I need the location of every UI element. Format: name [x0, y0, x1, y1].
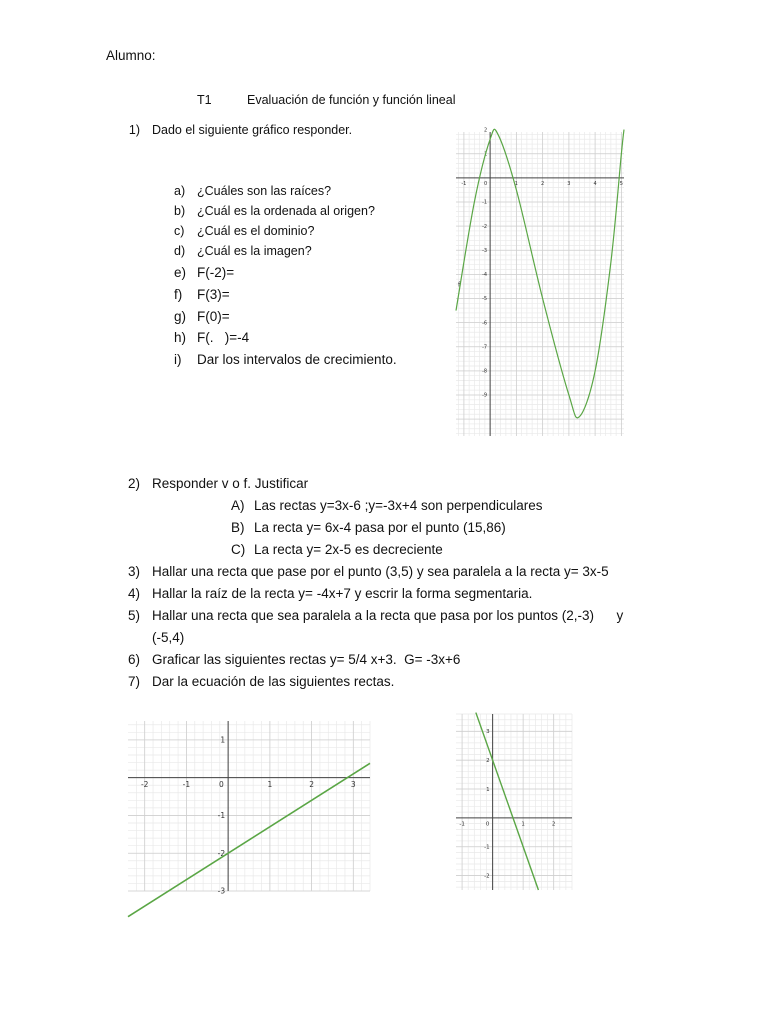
- subitem-text: F(-2)=: [197, 265, 235, 280]
- question-text-continued: (-5,4): [152, 630, 185, 645]
- question-number: 2): [127, 476, 140, 491]
- y-tick-label: -9: [482, 392, 488, 399]
- x-tick-label: -2: [140, 780, 149, 790]
- subitem-label: A): [231, 498, 245, 513]
- y-tick-label: -6: [482, 320, 488, 327]
- subitem-label: B): [231, 520, 245, 535]
- subitem-label: f): [174, 287, 183, 302]
- subitem-label: d): [174, 244, 186, 258]
- x-tick-label: 2: [551, 821, 556, 828]
- y-tick-label: -1: [482, 199, 488, 206]
- line-graph-2: [456, 714, 572, 890]
- x-tick-label: 0: [218, 780, 224, 790]
- x-tick-label: 1: [267, 780, 273, 790]
- y-tick-label: 1: [220, 735, 226, 745]
- x-tick-label: 0: [485, 821, 490, 828]
- y-tick-label: -1: [217, 811, 226, 821]
- y-tick-label: -7: [482, 344, 488, 351]
- subitem-label: a): [174, 184, 186, 198]
- function-label: f: [458, 281, 461, 289]
- x-tick-label: 1: [521, 821, 525, 828]
- subitem-text: F(3)=: [197, 287, 230, 302]
- y-tick-label: -2: [482, 223, 488, 230]
- subitem-text: F(0)=: [197, 309, 230, 324]
- x-tick-label: 4: [593, 180, 597, 187]
- y-tick-label: 2: [483, 127, 488, 134]
- exam-title: Evaluación de función y función lineal: [247, 93, 456, 107]
- question-number: 6): [127, 652, 140, 667]
- question-text: Hallar una recta que pase por el punto (3,5) y sea paralela a la recta y= 3x-5: [152, 564, 609, 579]
- x-tick-label: 3: [567, 180, 571, 187]
- x-tick-label: -1: [459, 821, 465, 828]
- question-number: 4): [127, 586, 140, 601]
- subitem-label: c): [174, 224, 185, 238]
- student-label: Alumno:: [106, 48, 156, 63]
- y-tick-label: -3: [482, 247, 488, 254]
- y-tick-label: 1: [486, 786, 490, 793]
- question-number: 3): [127, 564, 140, 579]
- y-tick-label: -3: [217, 886, 226, 896]
- x-tick-label: 3: [350, 780, 356, 790]
- question-number: 1): [128, 123, 140, 137]
- y-tick-label: -4: [482, 272, 488, 279]
- subitem-text: ¿Cuál es la ordenada al origen?: [197, 204, 375, 218]
- subitem-text: Las rectas y=3x-6 ;y=-3x+4 son perpendiculares: [254, 498, 543, 513]
- y-tick-label: -2: [484, 873, 490, 880]
- x-tick-label: 2: [541, 180, 545, 187]
- subitem-label: b): [174, 204, 186, 218]
- x-tick-label: -1: [182, 780, 191, 790]
- x-tick-label: 2: [309, 780, 314, 790]
- y-tick-label: -2: [217, 848, 226, 858]
- subitem-text: ¿Cuáles son las raíces?: [197, 184, 332, 198]
- y-tick-label: 2: [486, 758, 490, 765]
- question-text: Responder v o f. Justificar: [152, 476, 309, 491]
- subitem-text: ¿Cuál es el dominio?: [197, 224, 315, 238]
- subitem-text: Dar los intervalos de crecimiento.: [197, 352, 397, 367]
- y-tick-label: -8: [482, 368, 488, 375]
- subitem-label: C): [231, 542, 246, 557]
- question-number: 5): [127, 608, 140, 623]
- y-tick-label: 3: [486, 729, 490, 736]
- line-graph-1: [128, 721, 370, 896]
- x-tick-label: 5: [619, 180, 623, 187]
- line-plot: [128, 763, 370, 916]
- x-tick-label: 0: [484, 180, 488, 187]
- question-number: 7): [127, 674, 140, 689]
- x-tick-label: 1: [514, 180, 518, 187]
- y-tick-label: -5: [482, 296, 488, 303]
- subitem-label: g): [174, 309, 187, 324]
- y-tick-label: -1: [484, 844, 490, 851]
- question-text: Hallar una recta que sea paralela a la recta que pasa por los puntos (2,-3) y: [152, 608, 624, 623]
- subitem-label: i): [174, 352, 182, 367]
- subitem-text: ¿Cuál es la imagen?: [197, 244, 312, 258]
- subitem-label: e): [174, 265, 187, 280]
- question-text: Dado el siguiente gráfico responder.: [152, 123, 353, 137]
- subitem-label: h): [174, 330, 187, 345]
- function-graph: [456, 127, 624, 436]
- question-text: Graficar las siguientes rectas y= 5/4 x+3. G= -3x+6: [152, 652, 461, 667]
- exam-code: T1: [197, 93, 212, 107]
- subitem-text: La recta y= 2x-5 es decreciente: [254, 542, 443, 557]
- y-tick-label: 1: [483, 151, 488, 158]
- subitem-text: F(. )=-4: [197, 330, 250, 345]
- question-text: Dar la ecuación de las siguientes rectas.: [152, 674, 395, 689]
- question-text: Hallar la raíz de la recta y= -4x+7 y escrir la forma segmentaria.: [152, 586, 533, 601]
- subitem-text: La recta y= 6x-4 pasa por el punto (15,86): [254, 520, 506, 535]
- x-tick-label: -1: [461, 180, 467, 187]
